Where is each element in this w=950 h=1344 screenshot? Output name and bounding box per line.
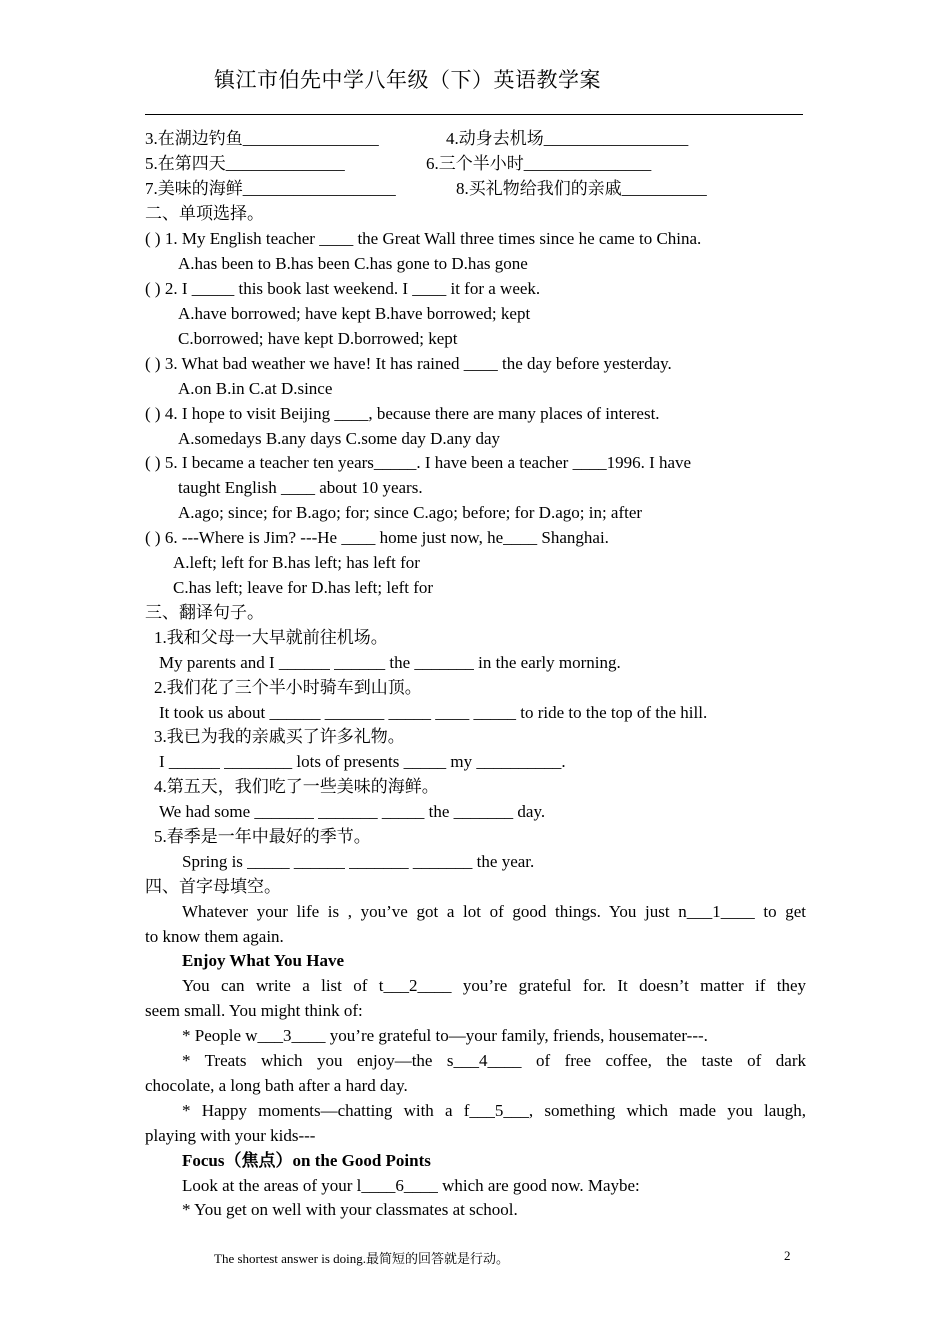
question-line: ( ) 1. My English teacher ____ the Great Wall three times since he came to China. xyxy=(145,229,702,248)
option-line: C.has left; leave for D.has left; left for xyxy=(173,578,434,597)
translate-answer: It took us about ______ _______ _____ ____ _____ to ride to the top of the hill. xyxy=(159,703,708,722)
passage-subheading: Enjoy What You Have xyxy=(182,951,344,970)
phrase-7: 7.美味的海鲜__________________ xyxy=(145,179,396,198)
translate-prompt: 5.春季是一年中最好的季节。 xyxy=(154,827,371,846)
question-line: ( ) 4. I hope to visit Beijing ____, because there are many places of interest. xyxy=(145,404,660,423)
translate-prompt: 3.我已为我的亲戚买了许多礼物。 xyxy=(154,727,405,746)
passage-line: chocolate, a long bath after a hard day. xyxy=(145,1076,408,1095)
footer-motto: The shortest answer is doing.最简短的回答就是行动。 xyxy=(214,1251,510,1266)
question-line-continued: taught English ____ about 10 years. xyxy=(178,478,423,497)
page-title: 镇江市伯先中学八年级（下）英语教学案 xyxy=(214,68,601,92)
option-line: A.ago; since; for B.ago; for; since C.ago; before; for D.ago; in; after xyxy=(178,503,643,522)
phrase-8: 8.买礼物给我们的亲戚__________ xyxy=(456,179,707,198)
translate-prompt: 1.我和父母一大早就前往机场。 xyxy=(154,628,388,647)
passage-bullet: * Treats which you enjoy—the s___4____ of free coffee, the taste of dark xyxy=(182,1051,806,1070)
translate-answer: Spring is _____ ______ _______ _______ the year. xyxy=(182,852,535,871)
passage-bullet: * You get on well with your classmates at school. xyxy=(182,1200,518,1219)
option-line: A.left; left for B.has left; has left for xyxy=(173,553,420,572)
translate-answer: We had some _______ _______ _____ the _______ day. xyxy=(159,802,546,821)
question-line: ( ) 3. What bad weather we have! It has rained ____ the day before yesterday. xyxy=(145,354,672,373)
passage-bullet: * People w___3____ you’re grateful to—your family, friends, housemater---. xyxy=(182,1026,708,1045)
passage-line: seem small. You might think of: xyxy=(145,1001,363,1020)
header-divider xyxy=(145,114,803,115)
phrase-4: 4.动身去机场_________________ xyxy=(446,129,689,148)
option-line: A.have borrowed; have kept B.have borrowed; kept xyxy=(178,304,531,323)
option-line: A.somedays B.any days C.some day D.any day xyxy=(178,429,501,448)
passage-line: Look at the areas of your l____6____ which are good now. Maybe: xyxy=(182,1176,640,1195)
option-line: A.on B.in C.at D.since xyxy=(178,379,333,398)
passage-subheading: Focus（焦点）on the Good Points xyxy=(182,1151,431,1170)
question-line: ( ) 2. I _____ this book last weekend. I ____ it for a week. xyxy=(145,279,541,298)
passage-line: playing with your kids--- xyxy=(145,1126,316,1145)
translate-answer: I ______ ________ lots of presents _____ my __________. xyxy=(159,752,566,771)
question-line: ( ) 6. ---Where is Jim? ---He ____ home just now, he____ Shanghai. xyxy=(145,528,609,547)
phrase-6: 6.三个半小时_______________ xyxy=(426,154,652,173)
translate-prompt: 4.第五天，我们吃了一些美味的海鲜。 xyxy=(154,777,439,796)
page-number: 2 xyxy=(784,1248,791,1263)
section-heading-choice: 二、单项选择。 xyxy=(145,204,264,223)
question-line: ( ) 5. I became a teacher ten years_____. I have been a teacher ____1996. I have xyxy=(145,453,692,472)
translate-prompt: 2.我们花了三个半小时骑车到山顶。 xyxy=(154,678,422,697)
passage-line: Whatever your life is , you’ve got a lot of good things. You just n___1____ to get xyxy=(182,902,806,921)
passage-line: You can write a list of t___2____ you’re grateful for. It doesn’t matter if they xyxy=(182,976,806,995)
passage-line: to know them again. xyxy=(145,927,284,946)
phrase-3: 3.在湖边钓鱼________________ xyxy=(145,129,379,148)
option-line: C.borrowed; have kept D.borrowed; kept xyxy=(178,329,458,348)
option-line: A.has been to B.has been C.has gone to D.has gone xyxy=(178,254,528,273)
passage-bullet: * Happy moments—chatting with a f___5___, something which made you laugh, xyxy=(182,1101,806,1120)
section-heading-cloze: 四、首字母填空。 xyxy=(145,877,281,896)
phrase-5: 5.在第四天______________ xyxy=(145,154,345,173)
translate-answer: My parents and I ______ ______ the _______ in the early morning. xyxy=(159,653,621,672)
section-heading-translate: 三、翻译句子。 xyxy=(145,603,264,622)
